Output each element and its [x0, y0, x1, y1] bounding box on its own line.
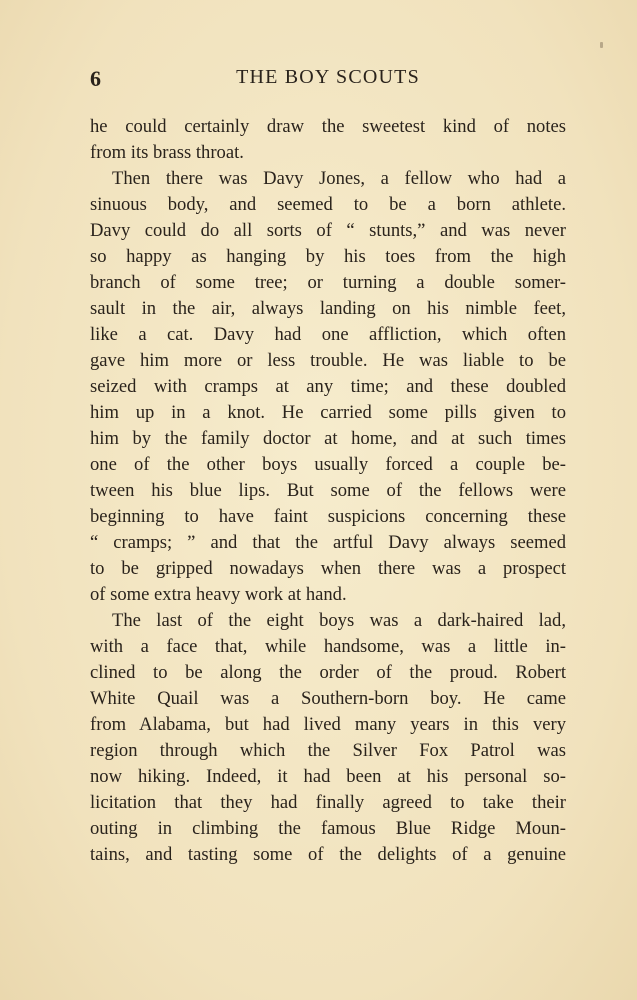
text-line: from Alabama, but had lived many years in this very — [90, 714, 566, 735]
text-line: so happy as hanging by his toes from the high — [90, 246, 566, 267]
text-line: like a cat. Davy had one affliction, which often — [90, 324, 566, 345]
text-line: one of the other boys usually forced a couple be- — [90, 454, 566, 475]
page-number: 6 — [90, 66, 101, 91]
text-line: tains, and tasting some of the delights of a genuine — [90, 844, 566, 865]
text-line: Then there was Davy Jones, a fellow who had a — [112, 168, 566, 189]
text-line: seized with cramps at any time; and these doubled — [90, 376, 566, 397]
text-line: “ cramps; ” and that the artful Davy always seemed — [90, 532, 566, 553]
text-line: tween his blue lips. But some of the fellows were — [90, 480, 566, 501]
text-line: Davy could do all sorts of “ stunts,” and was never — [90, 220, 566, 241]
running-head — [90, 66, 566, 96]
text-line: White Quail was a Southern-born boy. He came — [90, 688, 566, 709]
text-line: to be gripped nowadays when there was a prospect — [90, 558, 566, 579]
text-line: sinuous body, and seemed to be a born athlete. — [90, 194, 566, 215]
page-speck — [600, 42, 603, 48]
text-line: gave him more or less trouble. He was liable to be — [90, 350, 566, 371]
text-line: him up in a knot. He carried some pills given to — [90, 402, 566, 423]
running-title: THE BOY SCOUTS — [236, 66, 420, 88]
text-line: region through which the Silver Fox Patrol was — [90, 740, 566, 761]
text-line: he could certainly draw the sweetest kind of notes — [90, 116, 566, 137]
body-text — [90, 114, 566, 868]
text-line: him by the family doctor at home, and at such times — [90, 428, 566, 449]
text-line: now hiking. Indeed, it had been at his personal so- — [90, 766, 566, 787]
text-line: licitation that they had finally agreed to take their — [90, 792, 566, 813]
text-line: The last of the eight boys was a dark-haired lad, — [112, 610, 566, 631]
text-line: clined to be along the order of the proud. Robert — [90, 662, 566, 683]
text-line: from its brass throat. — [90, 142, 244, 163]
text-line: of some extra heavy work at hand. — [90, 584, 347, 605]
text-line: outing in climbing the famous Blue Ridge Moun- — [90, 818, 566, 839]
text-line: branch of some tree; or turning a double somer- — [90, 272, 566, 293]
text-line: sault in the air, always landing on his nimble feet, — [90, 298, 566, 319]
text-line: beginning to have faint suspicions concerning these — [90, 506, 566, 527]
text-line: with a face that, while handsome, was a little in- — [90, 636, 566, 657]
